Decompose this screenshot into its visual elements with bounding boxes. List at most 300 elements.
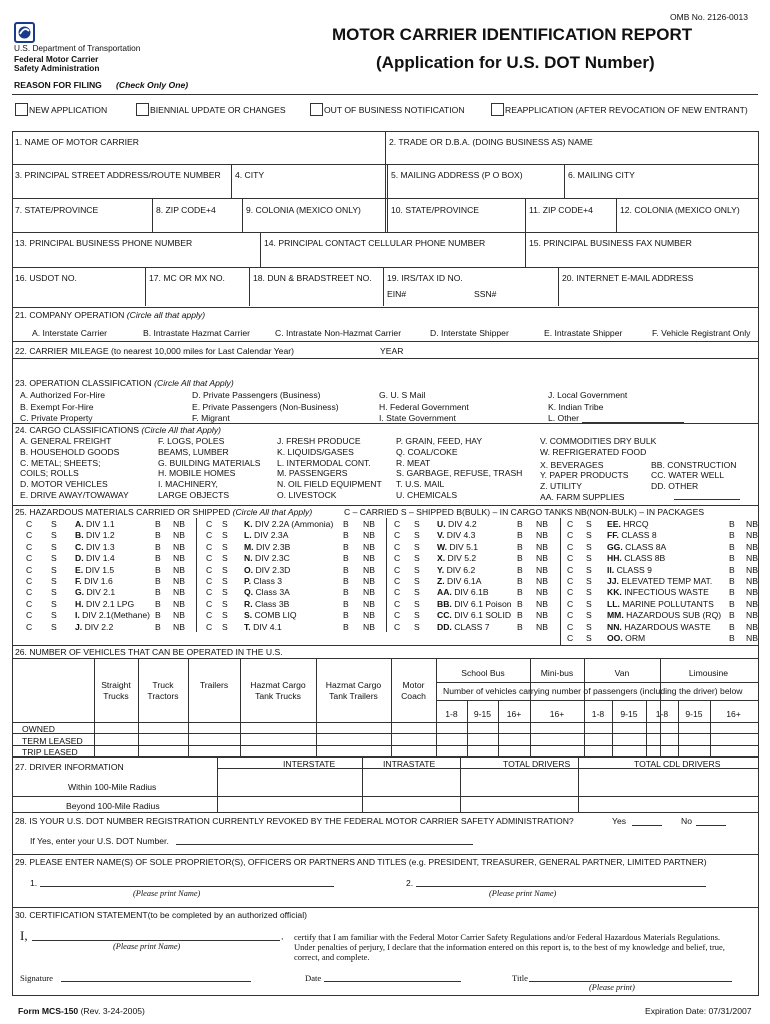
revoked-yes-line[interactable] [632, 825, 662, 826]
classification-c[interactable]: C. Private Property [20, 413, 93, 423]
cargo-col5-item-0[interactable]: V. COMMODITIES DRY BULK [540, 436, 657, 446]
hazmat-col4-c-0[interactable]: C [567, 519, 574, 529]
hazmat-col2-c-6[interactable]: C [206, 587, 213, 598]
hazmat-col4-c-8[interactable]: C [567, 610, 574, 621]
field-30-label: 30. CERTIFICATION STATEMENT(to be completed by an authorized official) [15, 910, 307, 920]
reapplication-checkbox[interactable] [491, 103, 504, 116]
drivers-row-beyond: Beyond 100-Mile Radius [66, 801, 160, 811]
hazmat-col4-nb-9[interactable]: NB [746, 621, 758, 632]
hazmat-col1-nb-8[interactable]: NB [173, 610, 185, 621]
hazmat-col3-s-2[interactable]: S [414, 541, 420, 552]
hazmat-col3-b-2[interactable]: B [517, 541, 523, 552]
hazmat-col4-c-10[interactable]: C [567, 633, 574, 643]
hazmat-col1-nb-5[interactable]: NB [173, 576, 185, 586]
hazmat-col2-nb-3[interactable]: NB [363, 553, 375, 564]
hazmat-col4-item-9: NN. HAZARDOUS WASTE [607, 621, 711, 632]
cargo-col2-item-4[interactable]: I. MACHINERY, [158, 479, 218, 489]
biennial-update-checkbox[interactable] [136, 103, 149, 116]
hazmat-col2-nb-6[interactable]: NB [363, 587, 375, 598]
hazmat-col1-s-9[interactable]: S [51, 621, 57, 632]
revoked-dot-label: If Yes, enter your U.S. DOT Number. [30, 836, 169, 846]
hazmat-col3-nb-3[interactable]: NB [536, 553, 548, 564]
hazmat-col1-b-0[interactable]: B [155, 519, 161, 529]
passenger-range-4: 1-8 [591, 709, 605, 719]
operation-c[interactable]: C. Intrastate Non-Hazmat Carrier [275, 328, 402, 338]
hazmat-col1-item-6: G. DIV 2.1 [75, 587, 116, 598]
hazmat-col1-c-8[interactable]: C [26, 610, 33, 621]
hazmat-col2-b-8[interactable]: B [343, 610, 349, 621]
hazmat-col1-nb-3[interactable]: NB [173, 553, 185, 564]
field-2-label: 2. TRADE OR D.B.A. (DOING BUSINESS AS) NAME [389, 137, 593, 147]
hazmat-col1-nb-1[interactable]: NB [173, 530, 185, 541]
hazmat-col2-b-0[interactable]: B [343, 519, 349, 529]
drivers-col-cdl: TOTAL CDL DRIVERS [634, 759, 721, 769]
passenger-range-6: 1-8 [655, 709, 669, 719]
hazmat-col3-item-1: V. DIV 4.3 [437, 530, 476, 541]
cert-statement-2: Under penalties of perjury, I declare that the information entered on this report is, to the best of my knowledge and belief, true, [294, 942, 725, 952]
hazmat-col1-s-5[interactable]: S [51, 576, 57, 586]
hazmat-col4-s-3[interactable]: S [586, 553, 592, 564]
cargo-col2-item-0[interactable]: F. LOGS, POLES [158, 436, 225, 446]
hazmat-col4-item-1: FF. CLASS 8 [607, 530, 657, 541]
hazmat-col2-s-2[interactable]: S [222, 541, 228, 552]
dot-logo [14, 22, 35, 43]
date-input[interactable] [324, 981, 461, 982]
hazmat-col3-c-4[interactable]: C [394, 564, 401, 575]
revoked-yes: Yes [612, 816, 627, 826]
hazmat-col4-c-3[interactable]: C [567, 553, 574, 564]
hazmat-col3-s-4[interactable]: S [414, 564, 420, 575]
hazmat-col4-c-6[interactable]: C [567, 587, 574, 598]
hazmat-col3-c-1[interactable]: C [394, 530, 401, 541]
cargo-col3-item-0[interactable]: J. FRESH PRODUCE [277, 436, 361, 446]
hazmat-col3-b-6[interactable]: B [517, 587, 523, 598]
hazmat-col1-nb-2[interactable]: NB [173, 541, 185, 552]
hazmat-col4-b-7[interactable]: B [729, 598, 735, 609]
hazmat-col1-item-7: H. DIV 2.1 LPG [75, 598, 135, 609]
hazmat-col3-nb-6[interactable]: NB [536, 587, 548, 598]
classification-f[interactable]: F. Migrant [192, 413, 230, 423]
hazmat-col3-b-4[interactable]: B [517, 564, 523, 575]
cargo-col3-item-4[interactable]: N. OIL FIELD EQUIPMENT [277, 479, 382, 489]
cargo-col5-item-3[interactable]: Y. PAPER PRODUCTS [540, 470, 629, 480]
hazmat-col3-nb-5[interactable]: NB [536, 576, 548, 586]
hazmat-col2-item-1: L. DIV 2.3A [244, 530, 289, 541]
hazmat-col2-b-3[interactable]: B [343, 553, 349, 564]
passenger-range-5: 9-15 [620, 709, 638, 719]
hazmat-col3-item-6: AA. DIV 6.1B [437, 587, 489, 598]
out-of-business-checkbox[interactable] [310, 103, 323, 116]
cargo-col2-item-3[interactable]: H. MOBILE HOMES [158, 468, 236, 478]
classification-a[interactable]: A. Authorized For-Hire [20, 390, 106, 400]
hazmat-col1-s-7[interactable]: S [51, 598, 57, 609]
hazmat-col4-s-7[interactable]: S [586, 598, 592, 609]
hazmat-col4-b-1[interactable]: B [729, 530, 735, 541]
hazmat-col4-b-10[interactable]: B [729, 633, 735, 643]
hazmat-col3-s-6[interactable]: S [414, 587, 420, 598]
hazmat-col4-b-9[interactable]: B [729, 621, 735, 632]
revoked-dot-input[interactable] [176, 844, 473, 845]
hazmat-col2-nb-0[interactable]: NB [363, 519, 375, 529]
passenger-group-1: Mini-bus [540, 668, 574, 678]
field-24-label: 24. CARGO CLASSIFICATIONS (Circle All that Apply) [15, 425, 221, 435]
hazmat-col4-b-5[interactable]: B [729, 576, 735, 586]
hazmat-col2-s-4[interactable]: S [222, 564, 228, 575]
signature-label: Signature [20, 973, 53, 983]
hazmat-col1-b-4[interactable]: B [155, 564, 161, 575]
hazmat-col4-c-9[interactable]: C [567, 621, 574, 632]
classification-d[interactable]: D. Private Passengers (Business) [192, 390, 321, 400]
hazmat-col1-nb-6[interactable]: NB [173, 587, 185, 598]
cargo-col5-item-5[interactable]: AA. FARM SUPPLIES [540, 492, 625, 502]
hazmat-col3-c-3[interactable]: C [394, 553, 401, 564]
hazmat-col1-c-1[interactable]: C [26, 530, 33, 541]
field-8-label: 8. ZIP CODE+4 [156, 205, 216, 215]
hazmat-col4-nb-3[interactable]: NB [746, 553, 758, 564]
cargo-col1-item-5[interactable]: E. DRIVE AWAY/TOWAWAY [20, 490, 129, 500]
hazmat-col3-c-0[interactable]: C [394, 519, 401, 529]
classification-g[interactable]: G. U. S Mail [379, 390, 426, 400]
classification-j[interactable]: J. Local Government [548, 390, 628, 400]
hazmat-col4-nb-6[interactable]: NB [746, 587, 758, 598]
hazmat-col3-s-0[interactable]: S [414, 519, 420, 529]
cargo-col3-item-2[interactable]: L. INTERMODAL CONT. [277, 458, 371, 468]
cargo-col6-item-1[interactable]: CC. WATER WELL [651, 470, 725, 480]
hazmat-col1-b-8[interactable]: B [155, 610, 161, 621]
operation-d[interactable]: D. Interstate Shipper [430, 328, 509, 338]
new-application-checkbox[interactable] [15, 103, 28, 116]
hazmat-col4-b-8[interactable]: B [729, 610, 735, 621]
field-15-label: 15. PRINCIPAL BUSINESS FAX NUMBER [529, 238, 692, 248]
hazmat-col4-nb-7[interactable]: NB [746, 598, 758, 609]
hazmat-col1-b-3[interactable]: B [155, 553, 161, 564]
title-hint: (Please print) [589, 983, 635, 992]
hazmat-col3-b-1[interactable]: B [517, 530, 523, 541]
officer-1-input[interactable] [40, 886, 334, 887]
hazmat-col1-c-7[interactable]: C [26, 598, 33, 609]
passenger-group-3: Limousine [688, 668, 729, 678]
field-26-label: 26. NUMBER OF VEHICLES THAT CAN BE OPERATED IN THE U.S. [15, 647, 283, 657]
classification-h[interactable]: H. Federal Government [379, 402, 469, 412]
hazmat-col3-item-4: Y. DIV 6.2 [437, 564, 476, 575]
hazmat-col1-b-9[interactable]: B [155, 621, 161, 632]
hazmat-col2-item-7: R. Class 3B [244, 598, 290, 609]
hazmat-col1-b-6[interactable]: B [155, 587, 161, 598]
hazmat-col1-item-0: A. DIV 1.1 [75, 519, 115, 529]
hazmat-col3-s-9[interactable]: S [414, 621, 420, 632]
operation-e[interactable]: E. Intrastate Shipper [544, 328, 623, 338]
out-of-business-label: OUT OF BUSINESS NOTIFICATION [324, 105, 465, 115]
hazmat-col1-c-2[interactable]: C [26, 541, 33, 552]
cargo-col5-item-4[interactable]: Z. UTILITY [540, 481, 583, 491]
hazmat-col3-c-6[interactable]: C [394, 587, 401, 598]
operation-a[interactable]: A. Interstate Carrier [32, 328, 107, 338]
hazmat-col3-b-7[interactable]: B [517, 598, 523, 609]
hazmat-col4-s-0[interactable]: S [586, 519, 592, 529]
hazmat-col2-c-1[interactable]: C [206, 530, 213, 541]
hazmat-col1-nb-0[interactable]: NB [173, 519, 185, 529]
cargo-col4-item-4[interactable]: T. U.S. MAIL [396, 479, 445, 489]
hazmat-col2-c-4[interactable]: C [206, 564, 213, 575]
field-21-label: 21. COMPANY OPERATION (Circle all that apply) [15, 310, 206, 320]
hazmat-col1-s-3[interactable]: S [51, 553, 57, 564]
hazmat-col4-nb-0[interactable]: NB [746, 519, 758, 529]
cargo-other-line[interactable] [674, 499, 740, 500]
hazmat-col4-nb-2[interactable]: NB [746, 541, 758, 552]
cargo-col4-item-1[interactable]: Q. COAL/COKE [396, 447, 458, 457]
passenger-group-0: School Bus [461, 668, 505, 678]
operation-b[interactable]: B. Intrastate Hazmat Carrier [143, 328, 250, 338]
hazmat-col4-nb-4[interactable]: NB [746, 564, 758, 575]
field-25-label: 25. HAZARDOUS MATERIALS CARRIED OR SHIPPED (Circle All that Apply) [15, 507, 313, 517]
title-input[interactable] [529, 981, 732, 982]
passenger-range-2: 16+ [506, 709, 522, 719]
hazmat-col4-s-6[interactable]: S [586, 587, 592, 598]
passenger-range-3: 16+ [549, 709, 565, 719]
vehicle-row-2: TRIP LEASED [22, 747, 78, 757]
hazmat-col3-s-8[interactable]: S [414, 610, 420, 621]
hazmat-col1-s-0[interactable]: S [51, 519, 57, 529]
hazmat-col1-item-4: E. DIV 1.5 [75, 564, 115, 575]
vehicle-col-3: Hazmat Cargo Tank Trucks [250, 680, 306, 701]
hazmat-col3-item-9: DD. CLASS 7 [437, 621, 490, 632]
field-23-label: 23. OPERATION CLASSIFICATION (Circle All that Apply) [15, 378, 234, 388]
hazmat-col2-b-2[interactable]: B [343, 541, 349, 552]
hazmat-col2-b-1[interactable]: B [343, 530, 349, 541]
cargo-col5-item-2[interactable]: X. BEVERAGES [540, 460, 604, 470]
hazmat-col2-c-7[interactable]: C [206, 598, 213, 609]
hazmat-col1-nb-4[interactable]: NB [173, 564, 185, 575]
hazmat-col4-nb-10[interactable]: NB [746, 633, 758, 643]
hazmat-col2-s-3[interactable]: S [222, 553, 228, 564]
hazmat-col4-s-2[interactable]: S [586, 541, 592, 552]
hazmat-col1-s-6[interactable]: S [51, 587, 57, 598]
cargo-col3-item-1[interactable]: K. LIQUIDS/GASES [277, 447, 354, 457]
hazmat-col1-b-5[interactable]: B [155, 576, 161, 586]
hazmat-col3-nb-4[interactable]: NB [536, 564, 548, 575]
revoked-no-line[interactable] [696, 825, 726, 826]
signature-input[interactable] [61, 981, 251, 982]
hazmat-col2-s-7[interactable]: S [222, 598, 228, 609]
hazmat-col1-s-8[interactable]: S [51, 610, 57, 621]
hazmat-col4-s-1[interactable]: S [586, 530, 592, 541]
cert-name-input[interactable] [32, 940, 280, 941]
hazmat-col2-c-3[interactable]: C [206, 553, 213, 564]
cargo-col1-item-1[interactable]: B. HOUSEHOLD GOODS [20, 447, 120, 457]
hazmat-col2-nb-1[interactable]: NB [363, 530, 375, 541]
hazmat-col1-c-4[interactable]: C [26, 564, 33, 575]
hazmat-col2-nb-7[interactable]: NB [363, 598, 375, 609]
hazmat-col4-item-10: OO. ORM [607, 633, 646, 643]
cargo-col6-item-2[interactable]: DD. OTHER [651, 481, 699, 491]
classification-b[interactable]: B. Exempt For-Hire [20, 402, 94, 412]
hazmat-col3-nb-7[interactable]: NB [536, 598, 548, 609]
hazmat-col2-b-6[interactable]: B [343, 587, 349, 598]
reason-label: REASON FOR FILING [14, 80, 102, 90]
cargo-col5-item-1[interactable]: W. REFRIGERATED FOOD [540, 447, 647, 457]
hazmat-col4-item-3: HH. CLASS 8B [607, 553, 666, 564]
hazmat-col2-s-9[interactable]: S [222, 621, 228, 632]
hazmat-col4-c-4[interactable]: C [567, 564, 574, 575]
hazmat-col2-nb-5[interactable]: NB [363, 576, 375, 586]
hazmat-col3-s-1[interactable]: S [414, 530, 420, 541]
hazmat-col1-s-4[interactable]: S [51, 564, 57, 575]
field-29-label: 29. PLEASE ENTER NAME(S) OF SOLE PROPRIETOR(S), OFFICERS OR PARTNERS AND TITLES (e.g. PRESIDENT, TREASURER, GENERAL PARTNER, LIMITED PARTNER) [15, 857, 707, 867]
cargo-col4-item-2[interactable]: R. MEAT [396, 458, 431, 468]
passenger-group-2: Van [614, 668, 630, 678]
revoked-no: No [681, 816, 692, 826]
hazmat-col4-c-5[interactable]: C [567, 576, 574, 586]
hazmat-col2-s-0[interactable]: S [222, 519, 228, 529]
hazmat-col3-b-3[interactable]: B [517, 553, 523, 564]
hazmat-col4-s-4[interactable]: S [586, 564, 592, 575]
hazmat-col3-item-8: CC. DIV 6.1 SOLID [437, 610, 512, 621]
cargo-col3-item-5[interactable]: O. LIVESTOCK [277, 490, 337, 500]
hazmat-col4-b-0[interactable]: B [729, 519, 735, 529]
classification-e[interactable]: E. Private Passengers (Non-Business) [192, 402, 339, 412]
hazmat-col4-b-3[interactable]: B [729, 553, 735, 564]
hazmat-col2-b-7[interactable]: B [343, 598, 349, 609]
passenger-range-7: 9-15 [685, 709, 703, 719]
vehicle-row-1: TERM LEASED [22, 735, 83, 746]
cargo-col4-item-0[interactable]: P. GRAIN, FEED, HAY [396, 436, 483, 446]
hazmat-col3-b-9[interactable]: B [517, 621, 523, 632]
cargo-col1-item-0[interactable]: A. GENERAL FREIGHT [20, 436, 112, 446]
hazmat-col4-item-7: LL. MARINE POLLUTANTS [607, 598, 714, 609]
hazmat-col4-c-2[interactable]: C [567, 541, 574, 552]
hazmat-col1-b-1[interactable]: B [155, 530, 161, 541]
hazmat-col3-s-5[interactable]: S [414, 576, 420, 586]
hazmat-col2-item-3: N. DIV 2.3C [244, 553, 290, 564]
cargo-col1-item-3[interactable]: COILS; ROLLS [20, 468, 79, 478]
classification-i[interactable]: I. State Government [379, 413, 456, 423]
hazmat-col2-nb-2[interactable]: NB [363, 541, 375, 552]
hazmat-col4-nb-5[interactable]: NB [746, 576, 758, 586]
vehicle-col-0: Straight Trucks [101, 680, 131, 701]
hazmat-col3-c-2[interactable]: C [394, 541, 401, 552]
hazmat-col4-b-2[interactable]: B [729, 541, 735, 552]
cargo-col4-item-5[interactable]: U. CHEMICALS [396, 490, 458, 500]
field-17-label: 17. MC OR MX NO. [149, 273, 225, 283]
cargo-col6-item-0[interactable]: BB. CONSTRUCTION [651, 460, 737, 470]
field-16-label: 16. USDOT NO. [15, 273, 77, 283]
hazmat-col1-c-0[interactable]: C [26, 519, 33, 529]
field-18-label: 18. DUN & BRADSTREET NO. [253, 273, 372, 283]
hazmat-col2-nb-8[interactable]: NB [363, 610, 375, 621]
hazmat-col2-c-8[interactable]: C [206, 610, 213, 621]
hazmat-col1-c-9[interactable]: C [26, 621, 33, 632]
hazmat-col3-nb-2[interactable]: NB [536, 541, 548, 552]
hazmat-col2-item-6: Q. Class 3A [244, 587, 290, 598]
hazmat-col3-c-8[interactable]: C [394, 610, 401, 621]
hazmat-col2-s-6[interactable]: S [222, 587, 228, 598]
hazmat-col4-s-5[interactable]: S [586, 576, 592, 586]
hazmat-col1-c-5[interactable]: C [26, 576, 33, 586]
hazmat-col2-b-5[interactable]: B [343, 576, 349, 586]
hazmat-col1-nb-7[interactable]: NB [173, 598, 185, 609]
hazmat-col2-nb-9[interactable]: NB [363, 621, 375, 632]
cargo-col2-item-5[interactable]: LARGE OBJECTS [158, 490, 230, 500]
hazmat-col4-s-8[interactable]: S [586, 610, 592, 621]
hazmat-col3-c-9[interactable]: C [394, 621, 401, 632]
hazmat-col3-nb-1[interactable]: NB [536, 530, 548, 541]
hazmat-col2-b-9[interactable]: B [343, 621, 349, 632]
officer-2-input[interactable] [416, 886, 706, 887]
hazmat-col3-b-0[interactable]: B [517, 519, 523, 529]
hazmat-col3-nb-9[interactable]: NB [536, 621, 548, 632]
classification-k[interactable]: K. Indian Tribe [548, 402, 604, 412]
hazmat-col4-c-7[interactable]: C [567, 598, 574, 609]
cargo-col1-item-4[interactable]: D. MOTOR VEHICLES [20, 479, 108, 489]
operation-f[interactable]: F. Vehicle Registrant Only [652, 328, 751, 338]
hazmat-col2-nb-4[interactable]: NB [363, 564, 375, 575]
hazmat-col4-s-10[interactable]: S [586, 633, 592, 643]
biennial-update-label: BIENNIAL UPDATE OR CHANGES [150, 105, 286, 115]
hazmat-col2-s-8[interactable]: S [222, 610, 228, 621]
hazmat-col1-nb-9[interactable]: NB [173, 621, 185, 632]
hazmat-col4-b-4[interactable]: B [729, 564, 735, 575]
hazmat-col3-item-7: BB. DIV 6.1 Poison [437, 598, 512, 609]
hazmat-col4-b-6[interactable]: B [729, 587, 735, 598]
hazmat-col2-s-5[interactable]: S [222, 576, 228, 586]
cargo-col1-item-2[interactable]: C. METAL; SHEETS; [20, 458, 101, 468]
hazmat-col4-c-1[interactable]: C [567, 530, 574, 541]
hazmat-col2-b-4[interactable]: B [343, 564, 349, 575]
hazmat-col3-c-5[interactable]: C [394, 576, 401, 586]
vehicle-col-1: Truck Tractors [147, 680, 179, 701]
hazmat-col4-nb-8[interactable]: NB [746, 610, 758, 621]
field-14-label: 14. PRINCIPAL CONTACT CELLULAR PHONE NUMBER [264, 238, 486, 248]
cert-i: I, [20, 928, 28, 943]
field-1-label: 1. NAME OF MOTOR CARRIER [15, 137, 139, 147]
hazmat-col2-item-5: P. Class 3 [244, 576, 283, 586]
hazmat-legend: C – CARRIED S – SHIPPED B(BULK) – IN CARGO TANKS NB(NON-BULK) – IN PACKAGES [344, 507, 705, 517]
hazmat-col3-c-7[interactable]: C [394, 598, 401, 609]
hazmat-col4-item-5: JJ. ELEVATED TEMP MAT. [607, 576, 713, 586]
hazmat-col3-nb-0[interactable]: NB [536, 519, 548, 529]
hazmat-col2-c-9[interactable]: C [206, 621, 213, 632]
cargo-col4-item-3[interactable]: S. GARBAGE, REFUSE, TRASH [396, 468, 523, 478]
cargo-col2-item-1[interactable]: BEAMS, LUMBER [158, 447, 229, 457]
hazmat-col3-b-8[interactable]: B [517, 610, 523, 621]
hazmat-col1-item-8: I. DIV 2.1(Methane) [75, 610, 150, 621]
hazmat-col3-s-3[interactable]: S [414, 553, 420, 564]
hazmat-col1-b-7[interactable]: B [155, 598, 161, 609]
passenger-note: Number of vehicles carrying number of passengers (including the driver) below [443, 686, 743, 696]
hazmat-col1-b-2[interactable]: B [155, 541, 161, 552]
hazmat-col3-nb-8[interactable]: NB [536, 610, 548, 621]
hazmat-col2-s-1[interactable]: S [222, 530, 228, 541]
hazmat-col1-s-1[interactable]: S [51, 530, 57, 541]
hazmat-col1-c-6[interactable]: C [26, 587, 33, 598]
classification-l[interactable]: L. Other [548, 413, 580, 423]
hazmat-col2-c-5[interactable]: C [206, 576, 213, 586]
field-13-label: 13. PRINCIPAL BUSINESS PHONE NUMBER [15, 238, 193, 248]
hazmat-col3-b-5[interactable]: B [517, 576, 523, 586]
form-number: Form MCS-150 (Rev. 3-24-2005) [18, 1006, 145, 1016]
cargo-col3-item-3[interactable]: M. PASSENGERS [277, 468, 348, 478]
hazmat-col4-s-9[interactable]: S [586, 621, 592, 632]
hazmat-col4-nb-1[interactable]: NB [746, 530, 758, 541]
officer-1-number: 1. [30, 878, 38, 888]
hazmat-col1-s-2[interactable]: S [51, 541, 57, 552]
hazmat-col2-c-0[interactable]: C [206, 519, 213, 529]
cargo-col2-item-2[interactable]: G. BUILDING MATERIALS [158, 458, 261, 468]
hazmat-col2-c-2[interactable]: C [206, 541, 213, 552]
cert-statement-3: correct, and complete. [294, 952, 370, 962]
hazmat-col3-s-7[interactable]: S [414, 598, 420, 609]
hazmat-col1-c-3[interactable]: C [26, 553, 33, 564]
